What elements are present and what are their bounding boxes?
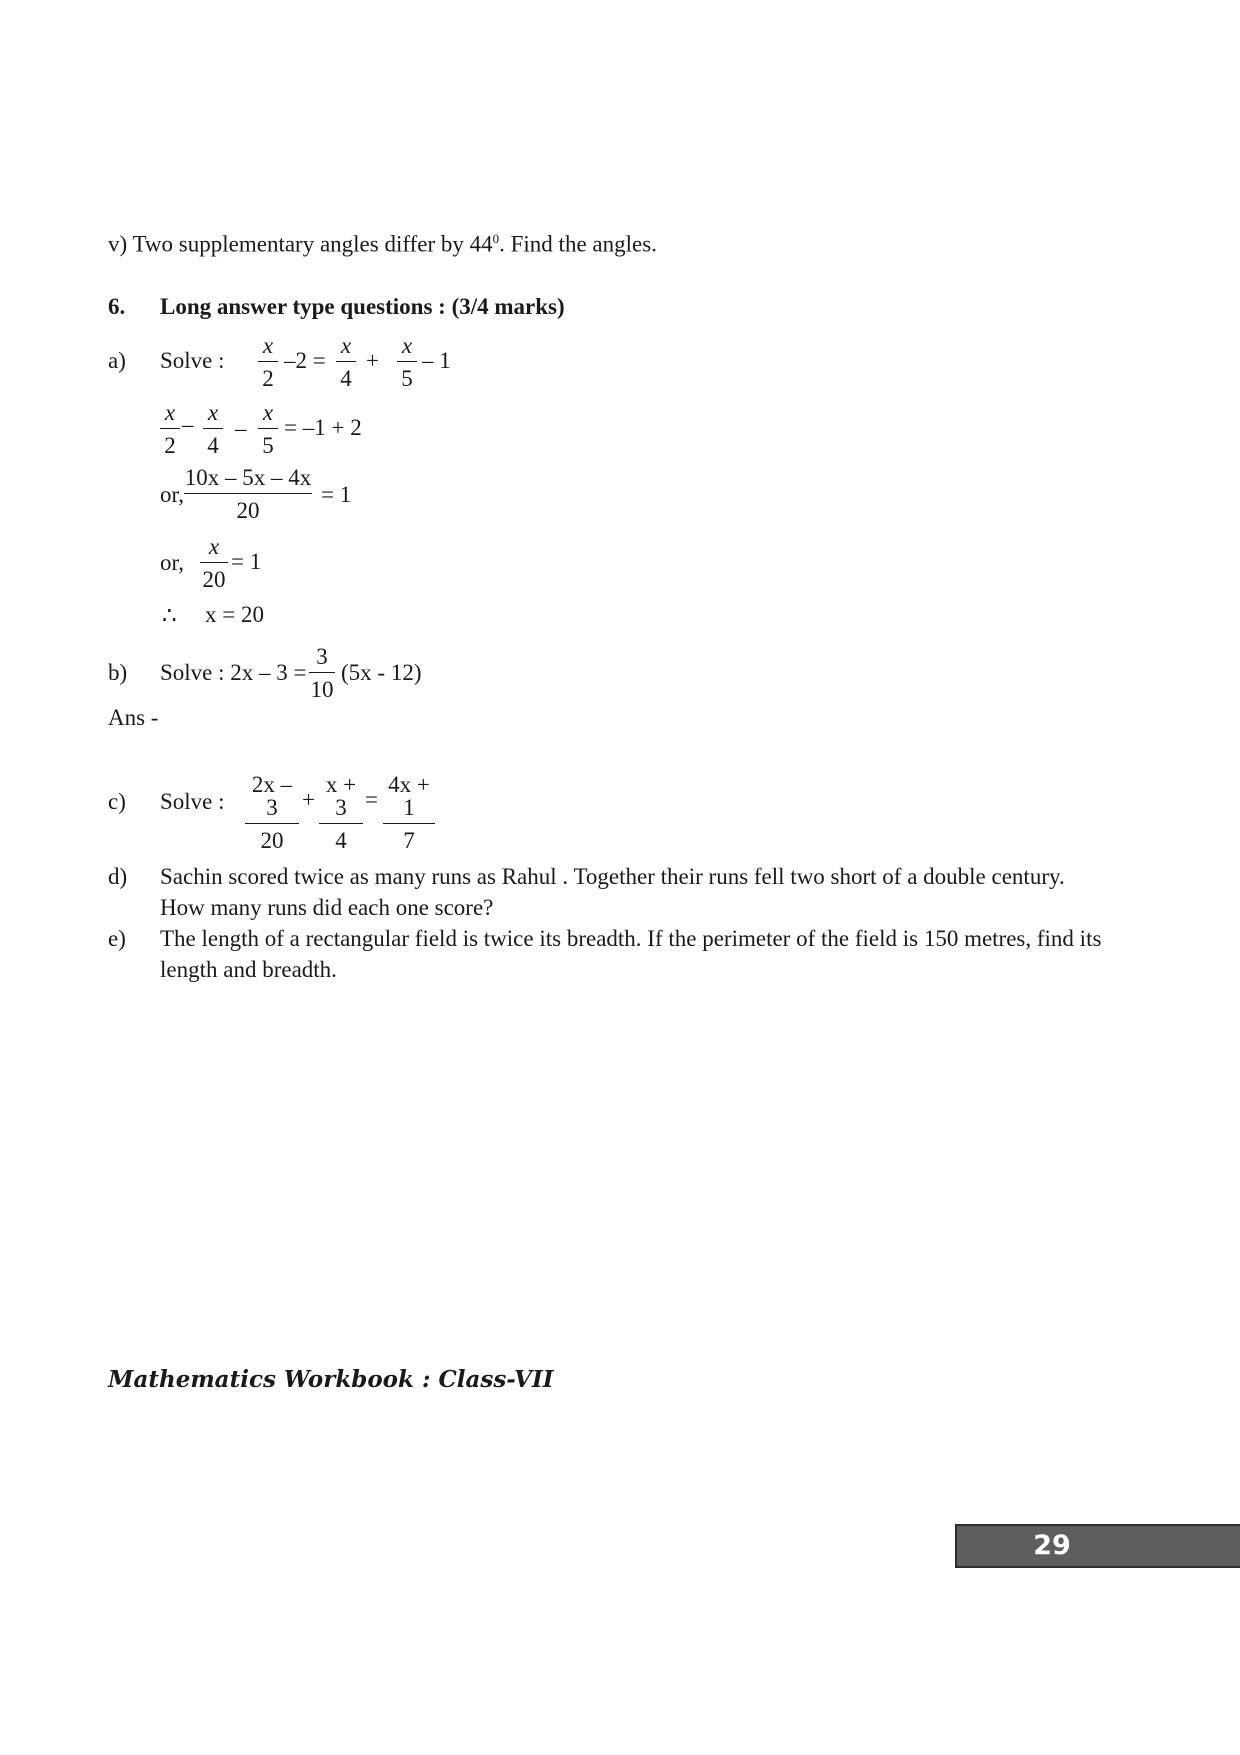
denominator: 20 xyxy=(236,498,260,523)
fraction xyxy=(160,401,180,457)
numerator: 10x – 5x – 4x xyxy=(184,466,312,494)
numerator: x xyxy=(200,535,228,563)
denominator: 20 xyxy=(260,828,284,853)
section-number: 6. xyxy=(108,294,126,319)
fraction xyxy=(200,535,228,591)
section-title: Long answer type questions : (3/4 marks) xyxy=(160,294,565,319)
numerator: x + 3 xyxy=(319,773,363,824)
question-b-rhs: (5x - 12) xyxy=(341,660,422,685)
step-prefix: or, xyxy=(160,482,184,507)
numerator: 3 xyxy=(309,645,335,673)
question-c-label: c) xyxy=(108,789,126,814)
fraction xyxy=(203,401,223,457)
footer-title: Mathematics Workbook : Class-VII xyxy=(108,1366,554,1393)
denominator: 4 xyxy=(335,828,347,853)
operator: – xyxy=(182,412,194,437)
operator: – 1 xyxy=(422,348,451,373)
question-d-label: d) xyxy=(108,864,128,889)
page-number: 29 xyxy=(1033,1530,1071,1561)
question-e-label: e) xyxy=(108,926,126,951)
operator: + xyxy=(366,348,379,373)
question-a-label: a) xyxy=(108,348,126,373)
fraction xyxy=(258,401,278,457)
numerator: 2x – 3 xyxy=(245,773,299,824)
operator: –2 = xyxy=(284,348,326,373)
step-prefix: or, xyxy=(160,550,184,575)
denominator: 2 xyxy=(164,433,176,458)
question-b-lhs: Solve : 2x – 3 = xyxy=(160,660,307,685)
numerator: x xyxy=(203,401,223,429)
fraction xyxy=(383,773,435,852)
denominator: 2 xyxy=(262,366,274,391)
numerator: x xyxy=(397,334,417,362)
denominator: 7 xyxy=(403,828,415,853)
answer-label: Ans - xyxy=(108,705,159,730)
denominator: 4 xyxy=(207,433,219,458)
numerator: x xyxy=(258,401,278,429)
question-text-tail: . Find the angles. xyxy=(499,231,657,257)
step-rhs: = –1 + 2 xyxy=(284,415,362,440)
numerator: x xyxy=(160,401,180,429)
fraction xyxy=(245,773,299,852)
step-rhs: = 1 xyxy=(231,549,262,574)
fraction xyxy=(184,466,312,522)
question-5v xyxy=(108,231,657,258)
question-d-line: Sachin scored twice as many runs as Rahul . Together their runs fell two short of a double century. xyxy=(160,864,1065,889)
degree-superscript: 0 xyxy=(492,231,500,246)
denominator: 5 xyxy=(401,366,413,391)
numerator: x xyxy=(336,334,356,362)
question-a-solve: Solve : xyxy=(160,348,225,373)
question-b-label: b) xyxy=(108,660,128,685)
question-e-line: length and breadth. xyxy=(160,957,337,982)
denominator: 4 xyxy=(340,366,352,391)
step-rhs: = 1 xyxy=(321,482,352,507)
denominator: 5 xyxy=(262,433,274,458)
page-number-box xyxy=(955,1524,1240,1568)
question-e-line: The length of a rectangular field is twice its breadth. If the perimeter of the field is 150 metres, find its xyxy=(160,926,1102,951)
denominator: 20 xyxy=(202,567,226,592)
denominator: 10 xyxy=(310,677,334,702)
fraction xyxy=(397,334,417,390)
question-d-line: How many runs did each one score? xyxy=(160,895,494,920)
numerator: x xyxy=(258,334,278,362)
fraction xyxy=(258,334,278,390)
fraction xyxy=(319,773,363,852)
numerator: 4x + 1 xyxy=(383,773,435,824)
question-text: v) Two supplementary angles differ by 44 xyxy=(108,231,493,257)
operator: – xyxy=(235,416,247,441)
operator: = xyxy=(365,787,378,812)
result: x = 20 xyxy=(205,602,264,627)
question-c-solve: Solve : xyxy=(160,789,225,814)
therefore-symbol: ∴ xyxy=(162,603,177,628)
operator: + xyxy=(302,787,315,812)
fraction xyxy=(309,645,335,701)
fraction xyxy=(336,334,356,390)
